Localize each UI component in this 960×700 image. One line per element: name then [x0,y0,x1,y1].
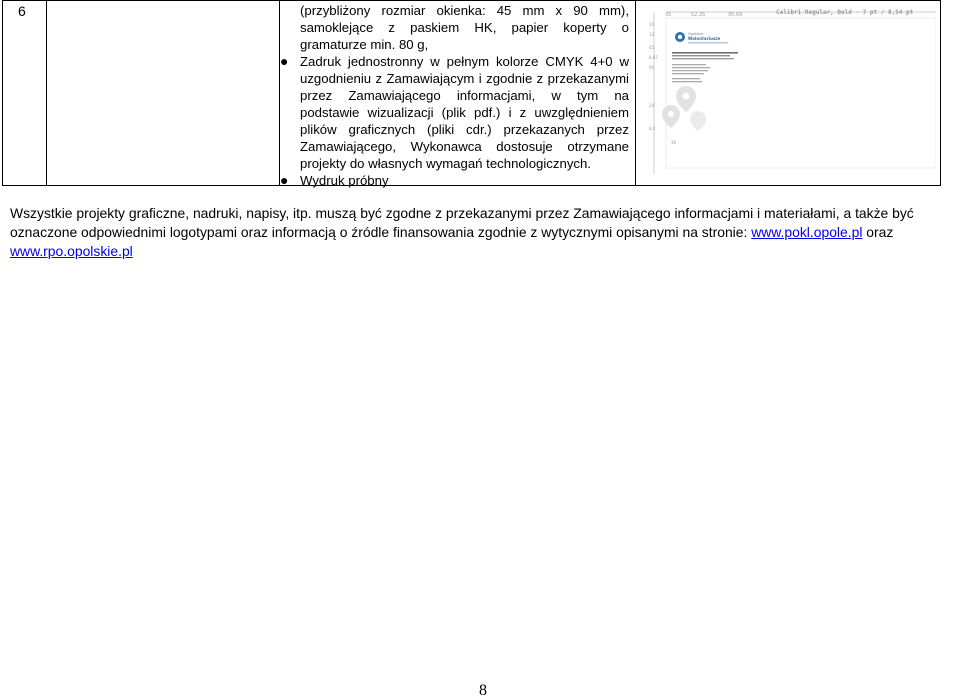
logo-icon [675,32,685,42]
page-number: 8 [479,682,487,699]
thumb-font-note: Calibri Regular, Bold - 7 pt / 8,54 pt [776,9,914,16]
thumb-top-label: 35 [665,12,672,18]
link-pokl-opole[interactable]: www.pokl.opole.pl [751,224,863,240]
thumb-top-label: 95,69 [728,12,743,18]
bullet-text: Zadruk jednostronny w pełnym kolorze CMYK 4+0 w uzgodnieniu z Zamawiającym i zgodnie z przekazanymi przez Zamawiającego informacjami, w tym na podstawie wizualizacji (plik pdf.) i z uwzględnieniem plików graficznych (pliki cdr.) przekazanych przez Zamawiającego, Wykonawca dostosuje otrzymane projekty do własnych wymagań technologicznych. [300,54,629,171]
bullet-text: Wydruk próbny [300,173,389,188]
table-column-divider [279,1,280,185]
envelope-visualization [646,4,936,180]
bullet-icon: ● [280,172,289,188]
thumb-top-label: 52,35 [691,12,706,18]
logo-text: Opolskie [688,32,704,36]
table-column-divider [635,1,636,185]
thumb-side-label: 10 [649,22,655,27]
row-number: 6 [18,3,26,19]
logo-text: Wolontariusze [688,36,721,41]
bullet-item [280,172,629,189]
thumb-side-label: 8,2 [649,126,656,131]
footnote-conjunction: oraz [862,224,894,240]
thumb-side-label: 90 [649,65,655,70]
footnote-paragraph [10,204,960,261]
thumb-side-label: 13 [649,32,655,37]
thumb-side-label: 8,87 [649,55,658,60]
footnote-text: Wszystkie projekty graficzne, nadruki, napisy, itp. muszą być zgodne z przekazanymi przez Zamawiającego informacjami i materiałami, a także być oznaczone odpowiednimi logotypami oraz informacją o źródle finansowania zgodnie z wytycznymi opisanymi na stronie: [10,205,914,240]
bullet-icon: ● [280,53,289,69]
thumb-side-label: 24 [649,103,655,108]
table-column-divider [46,1,47,185]
thumb-side-label: 45 [649,45,655,50]
link-rpo-opolskie[interactable]: www.rpo.opolskie.pl [10,243,133,259]
size-description: (przybliżony rozmiar okienka: 45 mm x 90 mm), samoklejące z paskiem HK, papier koperty o gramaturze min. 80 g, [300,3,629,52]
bullet-item [280,53,629,172]
specification-cell [280,2,629,189]
thumb-side-label: 36 [671,140,677,145]
